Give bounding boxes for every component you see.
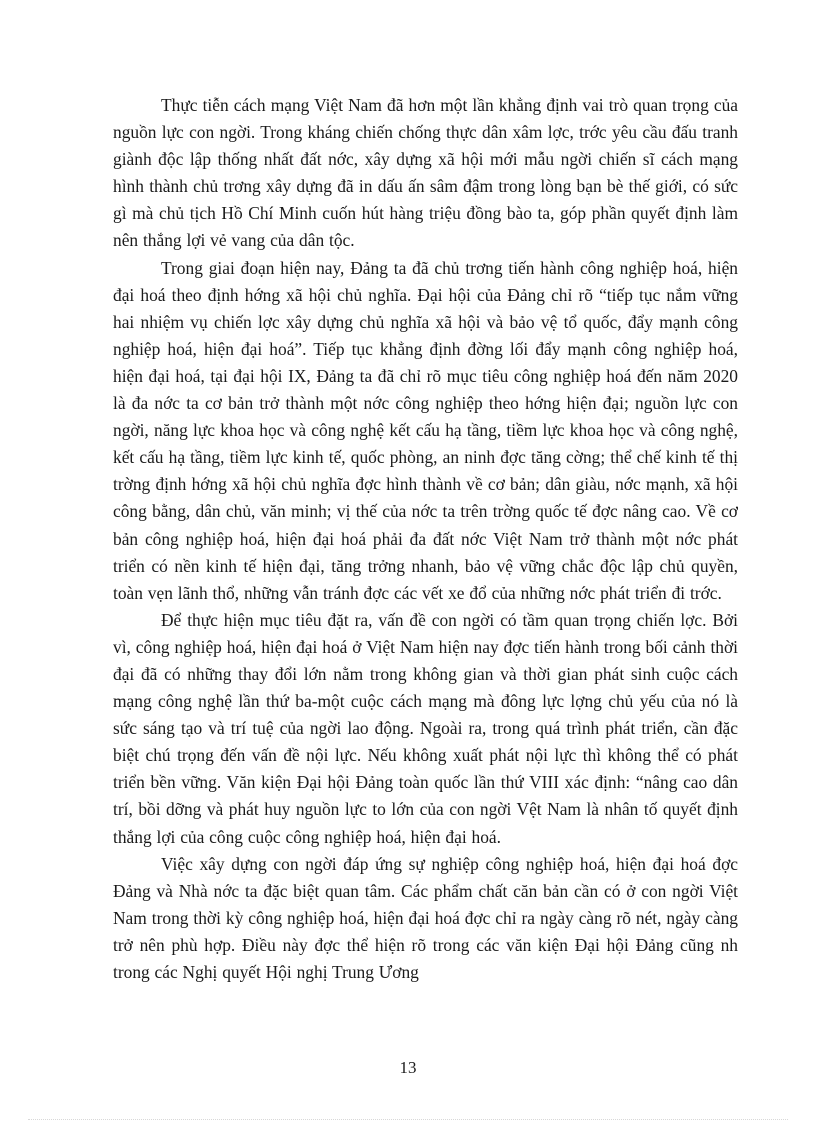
page-number: 13 [399, 1058, 417, 1077]
paragraph-1: Thực tiễn cách mạng Việt Nam đã hơn một lần khẳng định vai trò quan trọng của nguồn lực con ngời. Trong kháng chiến chống thực dân xâm lợc, trớc yêu cầu đấu tranh giành độc lập thống nhất đất nớc, xây dựng xã hội mới mẫu ngời chiến sĩ cách mạng hình thành chủ trơng xây dựng đã in dấu ấn sâm đậm trong lòng bạn bè thế giới, có sức gì mà chủ tịch Hồ Chí Minh cuốn hút hàng triệu đồng bào ta, góp phần quyết định làm nên thắng lợi vẻ vang của dân tộc. [113, 95, 738, 251]
paragraph-2: Trong giai đoạn hiện nay, Đảng ta đã chủ trơng tiến hành công nghiệp hoá, hiện đại hoá theo định hớng xã hội chủ nghĩa. Đại hội của Đảng chỉ rõ “tiếp tục nắm vững hai nhiệm vụ chiến lợc xây dựng chủ nghĩa xã hội và bảo vệ tổ quốc, đẩy mạnh công nghiệp hoá, hiện đại hoá”. Tiếp tục khẳng định đờng lối đẩy mạnh công nghiệp hoá, hiện đại hoá, tại đại hội IX, Đảng ta đã chỉ rõ mục tiêu công nghiệp hoá đến năm 2020 là đa nớc ta cơ bản trở thành một nớc công nghiệp theo hớng hiện đại; nguồn lực con ngời, năng lực khoa học và công nghệ kết cấu hạ tầng, tiềm lực khoa học và công nghệ, kết cấu hạ tầng, tiềm lực kinh tế, quốc phòng, an ninh đợc tăng cờng; thể chế kinh tế thị trờng định hớng xã hội chủ nghĩa đợc hình thành về cơ bản; dân giàu, nớc mạnh, xã hội công bằng, dân chủ, văn minh; vị thế của nớc ta trên trờng quốc tế đợc nâng cao. Về cơ bản công nghiệp hoá, hiện đại hoá phải đa đất nớc Việt Nam trở thành một nớc phát triển có nền kinh tế hiện đại, tăng trởng nhanh, bảo vệ vững chắc độc lập chủ quyền, toàn vẹn lãnh thổ, những vẫn tránh đợc các vết xe đổ của những nớc phát triển đi trớc. [113, 257, 738, 603]
paragraph-3: Để thực hiện mục tiêu đặt ra, vấn đề con ngời có tầm quan trọng chiến lợc. Bởi vì, công nghiệp hoá, hiện đại hoá ở Việt Nam hiện nay đợc tiến hành trong bối cảnh thời đại đã có những thay đổi lớn nằm trong không gian và thời gian phát sinh cuộc cách mạng công nghệ lần thứ ba-một cuộc cách mạng mà đông lực lợng chủ yếu của nó là sức sáng tạo và trí tuệ của ngời lao động. Ngoài ra, trong quá trình phát triển, cần đặc biệt chú trọng đến vấn đề nội lực. Nếu không xuất phát nội lực thì không thể có phát triển bền vững. Văn kiện Đại hội Đảng toàn quốc lần thứ VIII xác định: “nâng cao dân trí, bồi dỡng và phát huy nguồn lực to lớn của con ngời Vệt Nam là nhân tố quyết định thắng lợi của công cuộc công nghiệp hoá, hiện đại hoá. [113, 609, 738, 847]
page-bottom-divider [28, 1119, 788, 1120]
body-text [113, 92, 738, 1029]
paragraph-4: Việc xây dựng con ngời đáp ứng sự nghiệp công nghiệp hoá, hiện đại hoá đợc Đảng và Nhà nớc ta đặc biệt quan tâm. Các phẩm chất căn bản cần có ở con ngời Việt Nam trong thời kỳ công nghiệp hoá, hiện đại hoá đợc chỉ ra ngày càng rõ nét, ngày càng trở nên phù hợp. Điều này đợc thể hiện rõ trong các văn kiện Đại hội Đảng cũng nh trong các Nghị quyết Hội nghị Trung Ương [113, 853, 738, 982]
